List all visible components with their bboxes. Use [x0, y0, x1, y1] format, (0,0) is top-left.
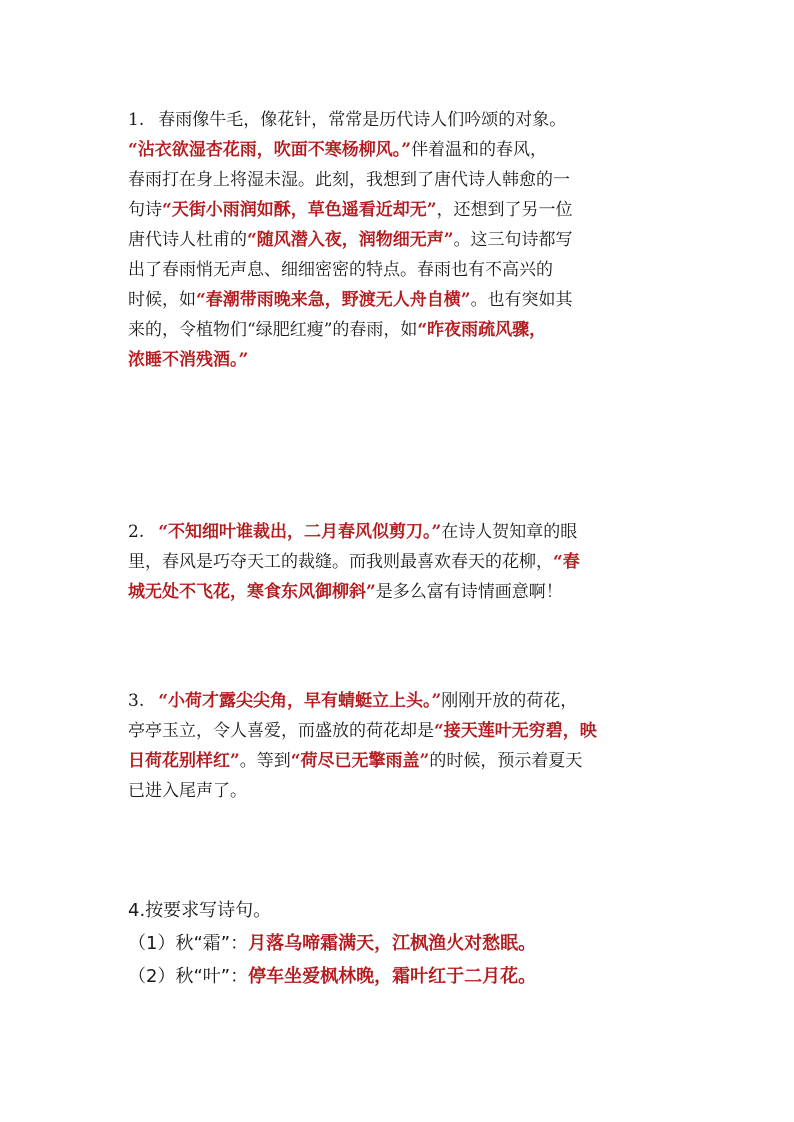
poem-quote: “昨夜雨疏风骤， [417, 320, 547, 340]
text-line [128, 716, 668, 746]
poem-quote: “春 [553, 552, 580, 572]
text-line [128, 285, 668, 315]
poem-quote: 日荷花别样红” [128, 751, 240, 771]
body-text: 春雨打在身上将湿未湿。此刻，我想到了唐代诗人韩愈的一 [128, 170, 570, 190]
body-text: 刚刚开放的荷花， [441, 691, 578, 711]
body-text: 是多么富有诗情画意啊！ [375, 582, 563, 602]
body-text: 。这三句诗都写 [453, 230, 573, 250]
paragraph-number: 2. [128, 522, 145, 542]
text-line [128, 776, 668, 806]
item-1-answer: 月落乌啼霜满天，江枫渔火对愁眠。 [248, 933, 537, 954]
body-text: 出了春雨悄无声息、细细密密的特点。春雨也有不高兴的 [128, 260, 553, 280]
body-text: 春雨像牛毛，像花针，常常是历代诗人们吟颂的对象。 [158, 110, 567, 130]
body-text: ，还想到了另一位 [436, 200, 573, 220]
poem-quote: “随风潜入夜，润物细无声” [247, 230, 454, 250]
poem-quote: “沾衣欲湿杏花雨，吹面不寒杨柳风。” [128, 140, 412, 160]
text-line [128, 345, 668, 375]
text-line [128, 165, 668, 195]
text-line [128, 746, 668, 776]
body-text: 句诗 [128, 200, 162, 220]
body-text: 。等到 [239, 751, 291, 771]
body-text: 在诗人贺知章的眼 [441, 522, 578, 542]
section-4-title: 4.按要求写诗句。 [128, 900, 272, 921]
poem-quote: “春潮带雨晚来急，野渡无人舟自横” [196, 290, 471, 310]
poem-quote: 浓睡不消残酒。” [128, 350, 249, 370]
text-line [128, 225, 668, 255]
poem-quote: “小荷才露尖尖角，早有蜻蜓立上头。” [158, 691, 442, 711]
item-2 [128, 962, 688, 995]
text-line [128, 255, 668, 285]
text-line [128, 135, 668, 165]
text-line [128, 105, 668, 135]
paragraph-number: 3. [128, 691, 145, 711]
body-text: 时候，如 [128, 290, 196, 310]
body-text: 已进入尾声了。 [128, 781, 247, 801]
poem-quote: “荷尽已无擎雨盖” [290, 751, 430, 771]
paragraph-2 [128, 517, 668, 607]
item-2-label: （2）秋“叶”： [128, 966, 249, 987]
item-2-answer: 停车坐爱枫林晚，霜叶红于二月花。 [248, 966, 537, 987]
body-text: 伴着温和的春风， [411, 140, 548, 160]
text-line [128, 686, 668, 716]
poem-quote: “不知细叶谁裁出，二月春风似剪刀。” [158, 522, 442, 542]
text-line [128, 195, 668, 225]
poem-quote: 城无处不飞花，寒食东风御柳斜” [128, 582, 376, 602]
paragraph-1 [128, 105, 668, 375]
poem-quote: “天街小雨润如酥，草色遥看近却无” [162, 200, 437, 220]
section-4 [128, 896, 688, 995]
paragraph-number: 1. [128, 110, 145, 130]
text-line [128, 547, 668, 577]
item-1 [128, 929, 688, 962]
paragraph-3 [128, 686, 668, 806]
text-line [128, 315, 668, 345]
body-text: 的时候，预示着夏天 [429, 751, 583, 771]
body-text: 来的，令植物们“绿肥红瘦”的春雨，如 [128, 320, 418, 340]
text-line [128, 517, 668, 547]
body-text: 唐代诗人杜甫的 [128, 230, 247, 250]
body-text: 里，春风是巧夺天工的裁缝。而我则最喜欢春天的花柳， [128, 552, 553, 572]
text-line [128, 577, 668, 607]
item-1-label: （1）秋“霜”： [128, 933, 249, 954]
body-text: 亭亭玉立，令人喜爱，而盛放的荷花却是 [128, 721, 434, 741]
body-text: 。也有突如其 [470, 290, 573, 310]
poem-quote: “接天莲叶无穷碧，映 [434, 721, 597, 741]
